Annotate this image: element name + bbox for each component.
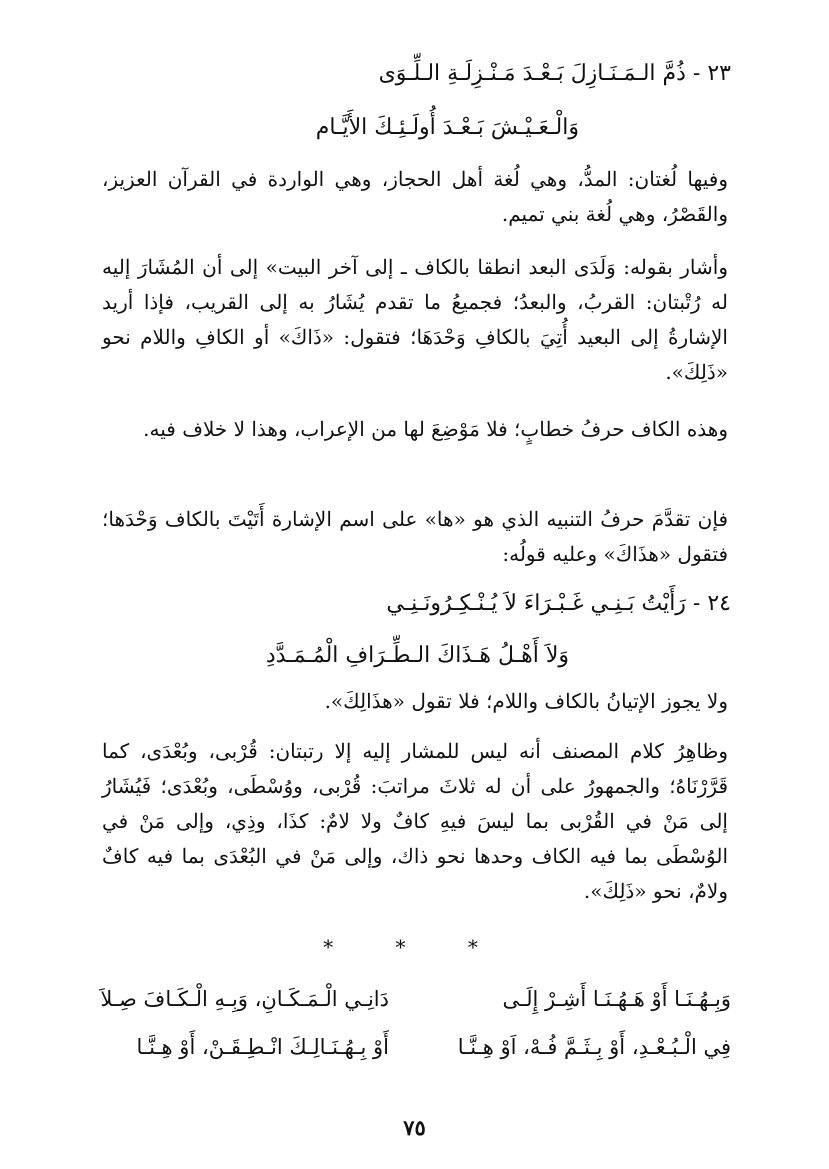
poem-row1-first-hemistich: وَبِـهُـنَـا أَوْ هَـهُـنَـا أَشِـرْ إِلَـى — [502, 987, 731, 1011]
paragraph-two-ranks: وأشار بقوله: وَلَدَى البعد انطقا بالكاف ـ إلى آخر البيت» إلى أن المُشَارَ إليه له رُتْبتان: القربُ، والبعدُ؛ فجميعُ ما تقدم يُشَارُ به إلى القريب، فإذا أريد الإشارةُ إلى البعيد أُتِيَ بالكافِ وَحْدَهَا؛ فتقول: «ذَاكَ» أو الكافِ واللام نحو «ذَلِكَ». — [102, 255, 728, 384]
paragraph-three-ranks: وظاهِرُ كلام المصنف أنه ليس للمشار إليه إلا رتبتان: قُرْبى، وبُعْدَى، كما قَرَّرْنَاهُ؛ والجمهورُ على أن له ثلاثَ مراتبَ: قُرْبى، ووُسْطَى، وبُعْدَى؛ فَيُشَارُ إلى مَنْ في القُرْبى بما ليسَ فيهِ كافٌ ولا لامٌ: كذَا، وذِي، وإلى مَنْ في الوُسْطَى بما فيه الكاف وحدها نحو ذاك، وإلى مَنْ في البُعْدَى بما فيه كافٌ ولامٌ، نحو «ذَلِكَ». — [102, 739, 728, 903]
verse-24-first-hemistich: ٢٤ - رَأَيْتُ بَـنِـي غَـبْـرَاءَ لاَ يُـنْـكِـرُونَـنِـي — [386, 591, 731, 616]
poem-row2-second-hemistich: أَوْ بِـهُـنَـالِـكَ انْـطِـقَـنْ، أَوْ هِـنَّـا — [136, 1035, 389, 1059]
verse-23-second-hemistich: وَالْـعَـيْـشَ بَـعْـدَ أُولَـئِـكَ الأَيَّـام — [315, 115, 579, 140]
paragraph-two-dialects: وفيها لُغتان: المدُّ، وهي لُغة أهل الحجاز، وهي الواردة في القرآن العزيز، والقَصْرُ، وهي لُغة بني تميم. — [102, 167, 728, 226]
paragraph-ha-tanbih: فإن تقدَّمَ حرفُ التنبيه الذي هو «ها» على اسم الإشارة أَتَيْتَ بالكاف وَحْدَها؛ فتقول «هذَاكَ» وعليه قولُه: — [102, 507, 728, 566]
section-separator-stars: * * * — [323, 935, 506, 959]
verse-23-first-hemistich: ٢٣ - ذُمَّ الـمَـنَـازِلَ بَـعْـدَ مَـنْـزِلَـةِ الـلِّـوَى — [378, 61, 731, 86]
page-number: ٧٥ — [403, 1115, 426, 1140]
poem-row1-second-hemistich: دَانِـي الْـمَـكَـانِ، وَبِـهِ الْـكَـافَ صِـلاَ — [100, 987, 389, 1011]
verse-24-second-hemistich: وَلاَ أَهْـلُ هَـذَاكَ الـطِّـرَافِ الْمُـمَـدَّدِ — [265, 643, 569, 668]
paragraph-kaf-letter: وهذه الكاف حرفُ خطابٍ؛ فلا مَوْضِعَ لها من الإعراب، وهذا لا خلاف فيه. — [143, 417, 728, 441]
poem-row2-first-hemistich: فِي الْـبُـعْـدِ، أَوْ بِـثَـمَّ فُـهْ، اَوْ هِـنَّـا — [457, 1035, 731, 1059]
paragraph-no-kaf-lam: ولا يجوز الإتيانُ بالكاف واللام؛ فلا تقول «هذَالِكَ». — [324, 689, 728, 713]
